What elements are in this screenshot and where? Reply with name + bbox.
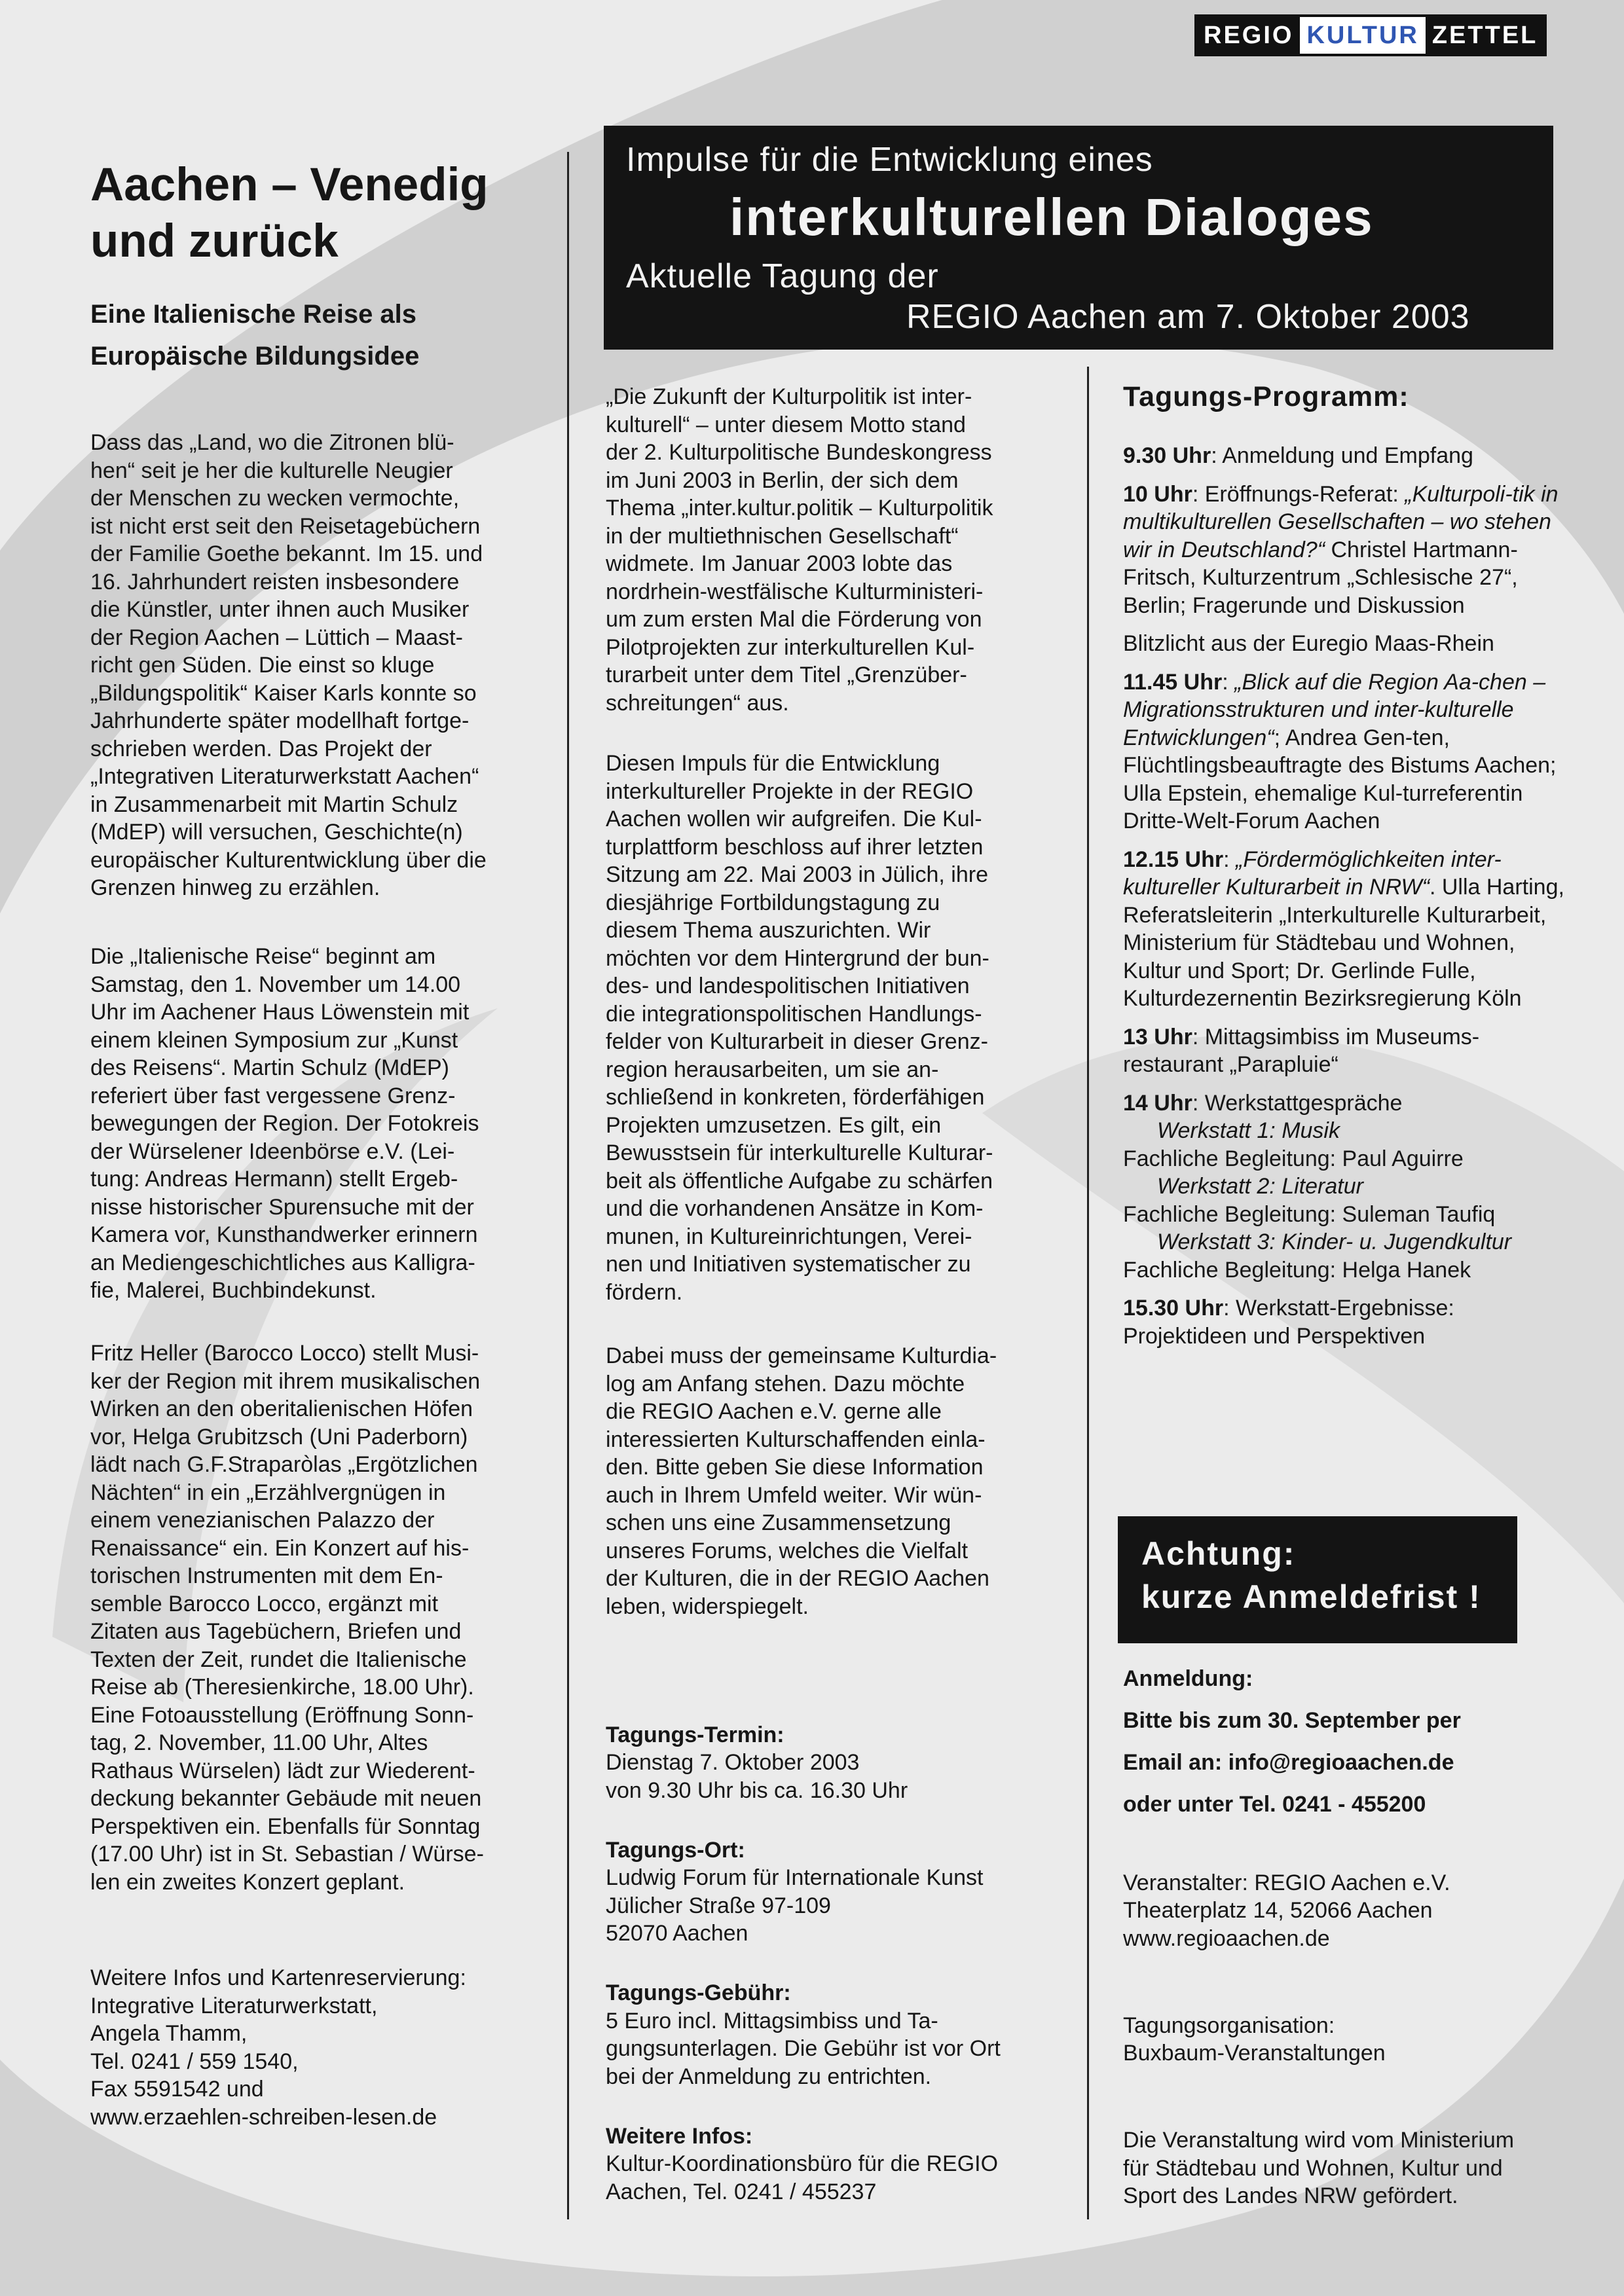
registration-block: [1123, 1658, 1568, 1825]
program-item: Blitzlicht aus der Euregio Maas-Rhein: [1123, 631, 1494, 656]
program-item: 9.30 Uhr: Anmeldung und Empfang: [1123, 443, 1473, 468]
left-paragraph-1: Dass das „Land, wo die Zitronen blü- hen“ seit je her die kulturelle Neugier der Menschen zu wecken vermochte, ist nicht erst seit den Reisetagebüchern der Familie Goethe bekannt. Im 15. und 16. Jahrhundert reisten insbesondere die Künstler, unter ihnen auch Musiker der Region Aachen – Lüttich – Maast- richt gen Süden. Die einst so kluge „Bildungspolitik“ Kaiser Karls konnte so Jahrhunderte später modellhaft fortge- schrieben werden. Das Projekt der „Integrativen Literaturwerkstatt Aachen“ in Zusammenarbeit mit Martin Schulz (MdEP) will versuchen, Geschichte(n) europäischer Kulturentwicklung über die Grenzen hinweg zu erzählen.: [90, 430, 487, 900]
program-item: 15.30 Uhr: Werkstatt-Ergebnisse: Projektideen und Perspektiven: [1123, 1296, 1454, 1349]
banner-line-1: Impulse für die Entwicklung eines: [626, 141, 1153, 179]
achtung-line-2: kurze Anmeldefrist !: [1141, 1578, 1481, 1615]
left-paragraph-2: Die „Italienische Reise“ beginnt am Samstag, den 1. November um 14.00 Uhr im Aachener Haus Löwenstein mit einem kleinen Symposium zur „Kunst des Reisens“. Martin Schulz (MdEP) referiert über fast vergessene Grenz- bewegungen der Region. Der Fotokreis der Würselener Ideenbörse e.V. (Lei- tung: Andreas Hermann) stellt Ergeb- nisse historischer Spurensuche mit der Kamera vor, Kunsthandwerker erinnern an Mediengeschichtliches aus Kalligra- fie, Malerei, Buchbindekunst.: [90, 944, 479, 1303]
banner-line-3: Aktuelle Tagung der: [626, 257, 939, 295]
program-item: 11.45 Uhr: „Blick auf die Region Aa-chen – Migrationsstrukturen und inter-kulturelle Entwicklungen“; Andrea Gen-ten, Flüchtlingsbeauftragte des Bistums Aachen; Ulla Epstein, ehemalige Kul-turreferentin Dritte-Welt-Forum Aachen: [1123, 669, 1557, 833]
middle-paragraph-2: Diesen Impuls für die Entwicklung interkultureller Projekte in der REGIO Aachen wollen wir aufgreifen. Die Kul- turplattform beschloss auf ihrer letzten Sitzung am 22. Mai 2003 in Jülich, ihre diesjährige Fortbildungstagung zu diesem Thema auszurichten. Wir möchten vor dem Hintergrund der bun- des- und landespolitischen Initiativen die integrationspolitischen Handlungs- felder von Kulturarbeit in dieser Grenz- region herausarbeiten, um sie an- schließend in konkreten, förderfähigen Projekten umzusetzen. Es gilt, ein Bewusstsein für interkulturelle Kulturar- beit als öffentliche Aufgabe zu schärfen und die vorhandenen Ansätze in Kom- munen, in Kultureinrichtungen, Verei- nen und Initiativen systematischer zu fördern.: [606, 751, 993, 1305]
middle-paragraph-1: „Die Zukunft der Kulturpolitik ist inter- kulturell“ – unter diesem Motto stand der 2. Kulturpolitische Bundeskongress im Juni 2003 in Berlin, der sich dem Thema „inter.kultur.politik – Kulturpolitik in der multiethnischen Gesellschaft“ widmete. Im Januar 2003 lobte das nordrhein-westfälische Kulturministeri- um zum ersten Mal die Förderung von Pilotprojekten zur interkulturellen Kul- turarbeit unter dem Titel „Grenzüber- schreitungen“ aus.: [606, 384, 993, 716]
gebuehr-text: 5 Euro incl. Mittagsimbiss und Ta- gungsunterlagen. Die Gebühr ist vor Ort bei der Anmeldung zu entrichten.: [606, 2008, 1001, 2089]
article-subtitle: Eine Italienische Reise als Europäische Bildungsidee: [90, 300, 420, 371]
registration-phone: oder unter Tel. 0241 - 455200: [1123, 1792, 1426, 1817]
event-info: [606, 1693, 1051, 2238]
weitere-infos-text: Kultur-Koordinationsbüro für die REGIO Aachen, Tel. 0241 / 455237: [606, 2151, 999, 2204]
logo-regio: REGIO: [1197, 17, 1300, 54]
program-item: 10 Uhr: Eröffnungs-Referat: „Kulturpoli-tik in multikulturellen Gesellschaften – wo stehen wir in Deutschland?“ Christel Hartmann-Fritsch, Kulturzentrum „Schlesische 27“, Berlin; Fragerunde und Diskussion: [1123, 481, 1559, 618]
achtung-box: [1118, 1516, 1517, 1643]
left-contact-info: Weitere Infos und Kartenreservierung: Integrative Literaturwerkstatt, Angela Thamm, Tel. 0241 / 559 1540, Fax 5591542 und www.erzaehlen-schreiben-lesen.de: [90, 1965, 466, 2130]
banner-line-4: REGIO Aachen am 7. Oktober 2003: [906, 298, 1470, 336]
organizer-notes: [1123, 1841, 1568, 2269]
ort-text: Ludwig Forum für Internationale Kunst Jülicher Straße 97-109 52070 Aachen: [606, 1865, 984, 1946]
gebuehr-heading: Tagungs-Gebühr:: [606, 1980, 791, 2005]
middle-paragraph-3: Dabei muss der gemeinsame Kulturdia- log am Anfang stehen. Dazu möchte die REGIO Aachen e.V. gerne alle interessierten Kulturschaffenden einla- den. Bitte geben Sie diese Information auch in Ihrem Umfeld weiter. Wir wün- schen uns eine Zusammensetzung unseres Forums, welches die Vielfalt der Kulturen, die in der REGIO Aachen leben, widerspiegelt.: [606, 1343, 997, 1619]
column-divider-left: [567, 152, 569, 2219]
article-title: Aachen – Venedig und zurück: [90, 159, 489, 267]
left-paragraph-3: Fritz Heller (Barocco Locco) stellt Musi- ker der Region mit ihrem musikalischen Wirken an den oberitalienischen Höfen vor, Helga Grubitzsch (Uni Paderborn) lädt nach G.F.Straparòlas „Ergötzlichen Nächten“ in ein „Erzählvergnügen in einem venezianischen Palazzo der Renaissance“ ein. Ein Konzert auf his- torischen Instrumenten mit dem En- semble Barocco Locco, ergänzt mit Zitaten aus Tagebüchern, Briefen und Texten der Zeit, rundet die Italienische Reise ab (Theresienkirche, 18.00 Uhr). Eine Fotoausstellung (Eröffnung Sonn- tag, 2. November, 11.00 Uhr, Altes Rathaus Würselen) lädt zur Wiederent- deckung bekannter Gebäude mit neuen Perspektiven ein. Ebenfalls für Sonntag (17.00 Uhr) ist in St. Sebastian / Würse- len ein zweites Konzert geplant.: [90, 1341, 484, 1895]
logo-zettel: ZETTEL: [1426, 17, 1545, 54]
weitere-infos-heading: Weitere Infos:: [606, 2123, 753, 2149]
achtung-line-1: Achtung:: [1141, 1535, 1296, 1572]
program-heading: Tagungs-Programm:: [1123, 381, 1409, 412]
program-item: 13 Uhr: Mittagsimbiss im Museums-restaurant „Parapluie“: [1123, 1024, 1480, 1077]
foerderung: Die Veranstaltung wird vom Ministerium für Städtebau und Wohnen, Kultur und Sport des Landes NRW gefördert.: [1123, 2128, 1515, 2208]
header-banner: [604, 126, 1553, 350]
tagungsorganisation: Tagungsorganisation: Buxbaum-Veranstaltungen: [1123, 2013, 1386, 2066]
registration-heading: Anmeldung:: [1123, 1666, 1253, 1691]
termin-text: Dienstag 7. Oktober 2003 von 9.30 Uhr bis ca. 16.30 Uhr: [606, 1750, 908, 1803]
program-list: [1123, 442, 1568, 1360]
program-item: 12.15 Uhr: „Fördermöglichkeiten inter-kultureller Kulturarbeit in NRW“. Ulla Harting, Referatsleiterin „Interkulturelle Kulturarbeit, Ministerium für Städtebau und Wohnen, Kultur und Sport; Dr. Gerlinde Fulle, Kulturdezernentin Bezirksregierung Köln: [1123, 847, 1564, 1011]
veranstalter: Veranstalter: REGIO Aachen e.V. Theaterplatz 14, 52066 Aachen www.regioaachen.de: [1123, 1870, 1450, 1951]
banner-headline: interkulturellen Dialoges: [729, 188, 1374, 246]
logo-kultur: KULTUR: [1300, 17, 1425, 54]
registration-email: Email an: info@regioaachen.de: [1123, 1750, 1454, 1775]
regio-kultur-zettel-logo: [1194, 14, 1547, 56]
termin-heading: Tagungs-Termin:: [606, 1722, 784, 1747]
registration-deadline: Bitte bis zum 30. September per: [1123, 1708, 1461, 1733]
program-item: 14 Uhr: Werkstattgespräche Werkstatt 1: Musik Fachliche Begleitung: Paul Aguirre Werkstatt 2: Literatur Fachliche Begleitung: Suleman Taufiq Werkstatt 3: Kinder- u. Jugendkultur Fachliche Begleitung: Helga Hanek: [1123, 1090, 1512, 1283]
column-divider-right: [1087, 367, 1089, 2219]
ort-heading: Tagungs-Ort:: [606, 1837, 745, 1863]
